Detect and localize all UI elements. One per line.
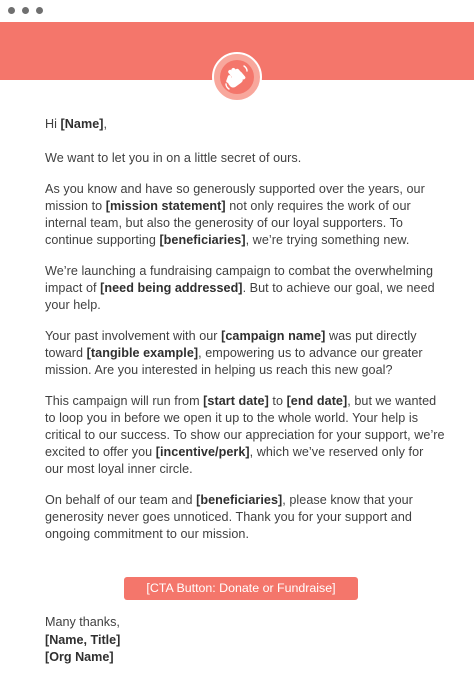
paragraph-campaign [45,263,445,314]
campaign-name-placeholder: [campaign name] [221,329,326,343]
paragraph-text: , empowering us to advance our greater mission. Are you interested in helping us reach this new goal? [45,346,423,377]
greeting-text: Hi [45,117,61,131]
window-dot-icon[interactable] [8,7,15,14]
end-date-placeholder: [end date] [286,394,348,408]
paragraph-thanks [45,492,445,543]
greeting [45,116,445,133]
waving-hand-icon [222,62,252,92]
window-title-bar [0,0,474,23]
signoff [45,614,120,667]
cta-donate-button[interactable]: [CTA Button: Donate or Fundraise] [124,577,358,600]
paragraph-text: , we’re trying something new. [245,233,410,247]
paragraph-text: . But to achieve our goal, we need your help. [45,281,435,312]
paragraph-mission [45,181,445,249]
beneficiaries-placeholder: [beneficiaries] [159,233,246,247]
closing-text: Many thanks, [45,615,120,629]
start-date-placeholder: [start date] [203,394,269,408]
paragraph-text: to [268,394,287,408]
window-dot-icon[interactable] [36,7,43,14]
paragraph-text: This campaign will run from [45,394,204,408]
paragraph-text: As you know and have so generously supported over the years, our mission to [45,182,425,213]
paragraph-text: Your past involvement with our [45,329,222,343]
paragraph-text: , please know that your generosity never goes unnoticed. Thank you for your support and ongoing commitment to our mission. [45,493,413,541]
incentive-placeholder: [incentive/perk] [155,445,250,459]
paragraph-intro: We want to let you in on a little secret of ours. [45,151,302,165]
paragraph-text: not only requires the work of our internal team, but also the generosity of our loyal supporters. To continue supporting [45,199,411,247]
tangible-example-placeholder: [tangible example] [86,346,199,360]
org-name-placeholder: [Org Name] [45,650,114,664]
paragraph-text: On behalf of our team and [45,493,197,507]
name-placeholder: [Name] [60,117,104,131]
paragraph-text: , but we wanted to loop you in before we open it up to the whole world. Your help is critical to our success. To show our appreciation for your support, we’re excited to offer you [45,394,445,459]
paragraph-involvement [45,328,445,379]
mission-statement-placeholder: [mission statement] [105,199,226,213]
beneficiaries-placeholder: [beneficiaries] [196,493,283,507]
name-title-placeholder: [Name, Title] [45,632,121,647]
paragraph-timeline [45,393,445,478]
paragraph-text: was put directly toward [45,329,417,360]
paragraph-text: , which we’ve reserved only for our most loyal inner circle. [45,445,424,476]
window-dot-icon[interactable] [22,7,29,14]
paragraph-text: We’re launching a fundraising campaign to combat the overwhelming impact of [45,264,434,295]
letter-body [45,116,445,557]
header-badge [212,52,262,102]
greeting-punctuation: , [103,117,108,131]
need-placeholder: [need being addressed] [100,281,243,295]
